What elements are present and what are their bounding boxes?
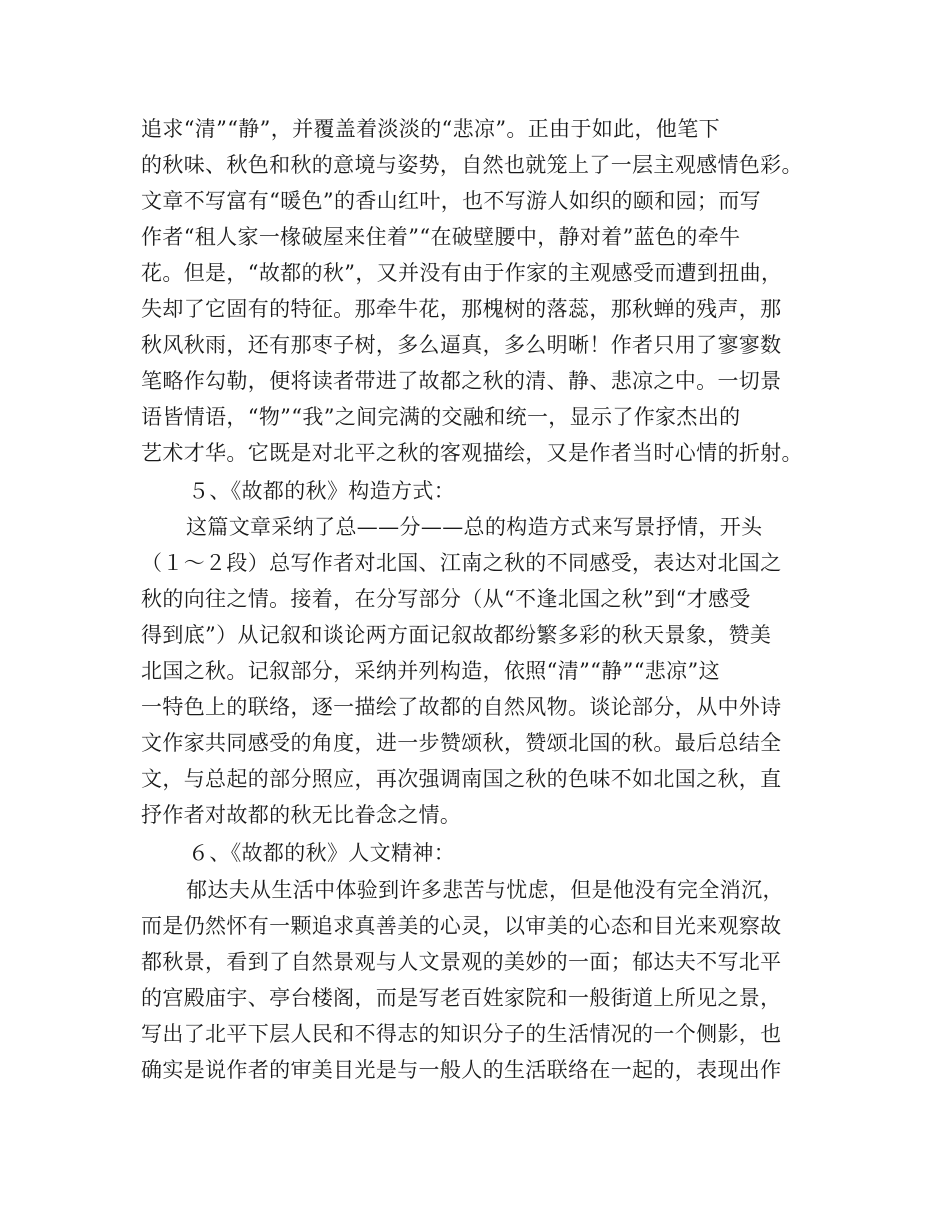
text-line: 秋风秋雨，还有那枣子树，多么逼真，多么明晰！作者只用了寥寥数	[141, 333, 782, 357]
heading-text: ５、《故都的秋》构造方式：	[188, 479, 456, 503]
text-line: 北国之秋。记叙部分，采纳并列构造，依照“清”“静”“悲凉”这	[141, 659, 720, 683]
text-line: 的宫殿庙宇、亭台楼阁，而是写老百姓家院和一般街道上所见之景，	[141, 986, 782, 1010]
text-line: 而是仍然怀有一颗追求真善美的心灵，以审美的心态和目光来观察故	[141, 914, 782, 938]
text-line: 写出了北平下层人民和不得志的知识分子的生活情况的一个侧影，也	[141, 1022, 782, 1046]
text-line: 一特色上的联络，逐一描绘了故都的自然风物。谈论部分，从中外诗	[141, 695, 782, 719]
text-line: 秋的向往之情。接着，在分写部分（从“不逢北国之秋”到“才感受	[141, 587, 751, 611]
text-line: 文，与总起的部分照应，再次强调南国之秋的色味不如北国之秋，直	[141, 767, 782, 791]
text-line: 都秋景，看到了自然景观与人文景观的美妙的一面；郁达夫不写北平	[141, 950, 782, 974]
text-line: 失却了它固有的特征。那牵牛花，那槐树的落蕊，那秋蝉的残声，那	[141, 297, 782, 321]
text-line: 得到底”）从记叙和谈论两方面记叙故都纷繁多彩的秋天景象，赞美	[141, 623, 772, 647]
text-line: 花。但是，“故都的秋”，又并没有由于作家的主观感受而遭到扭曲，	[141, 261, 783, 285]
text-line: 作者“租人家一椽破屋来住着”“在破壁腰中，静对着”蓝色的牵牛	[141, 225, 741, 249]
text-line: 这篇文章采纳了总——分——总的构造方式来写景抒情，开头	[186, 515, 763, 539]
text-line: （１～２段）总写作者对北国、江南之秋的不同感受，表达对北国之	[141, 551, 782, 575]
text-line: 艺术才华。它既是对北平之秋的客观描绘，又是作者当时心情的折射。	[141, 441, 803, 465]
text-line: 文章不写富有“暖色”的香山红叶，也不写游人如织的颐和园；而写	[141, 189, 761, 213]
text-line: 笔略作勾勒，便将读者带进了故都之秋的清、静、悲凉之中。一切景	[141, 369, 782, 393]
text-line: 确实是说作者的审美目光是与一般人的生活联络在一起的，表现出作	[141, 1058, 782, 1082]
text-line: 文作家共同感受的角度，进一步赞颂秋，赞颂北国的秋。最后总结全	[141, 731, 782, 755]
text-line: 郁达夫从生活中体验到许多悲苦与忧虑，但是他没有完全消沉，	[186, 878, 784, 902]
heading-text: ６、《故都的秋》人文精神：	[188, 841, 456, 865]
text-line: 语皆情语，“物”“我”之间完满的交融和统一，显示了作家杰出的	[141, 405, 741, 429]
text-line: 追求“清”“静”，并覆盖着淡淡的“悲凉”。正由于如此，他笔下	[141, 117, 720, 141]
text-line: 抒作者对故都的秋无比眷念之情。	[141, 803, 462, 827]
text-line: 的秋味、秋色和秋的意境与姿势，自然也就笼上了一层主观感情色彩。	[141, 153, 803, 177]
